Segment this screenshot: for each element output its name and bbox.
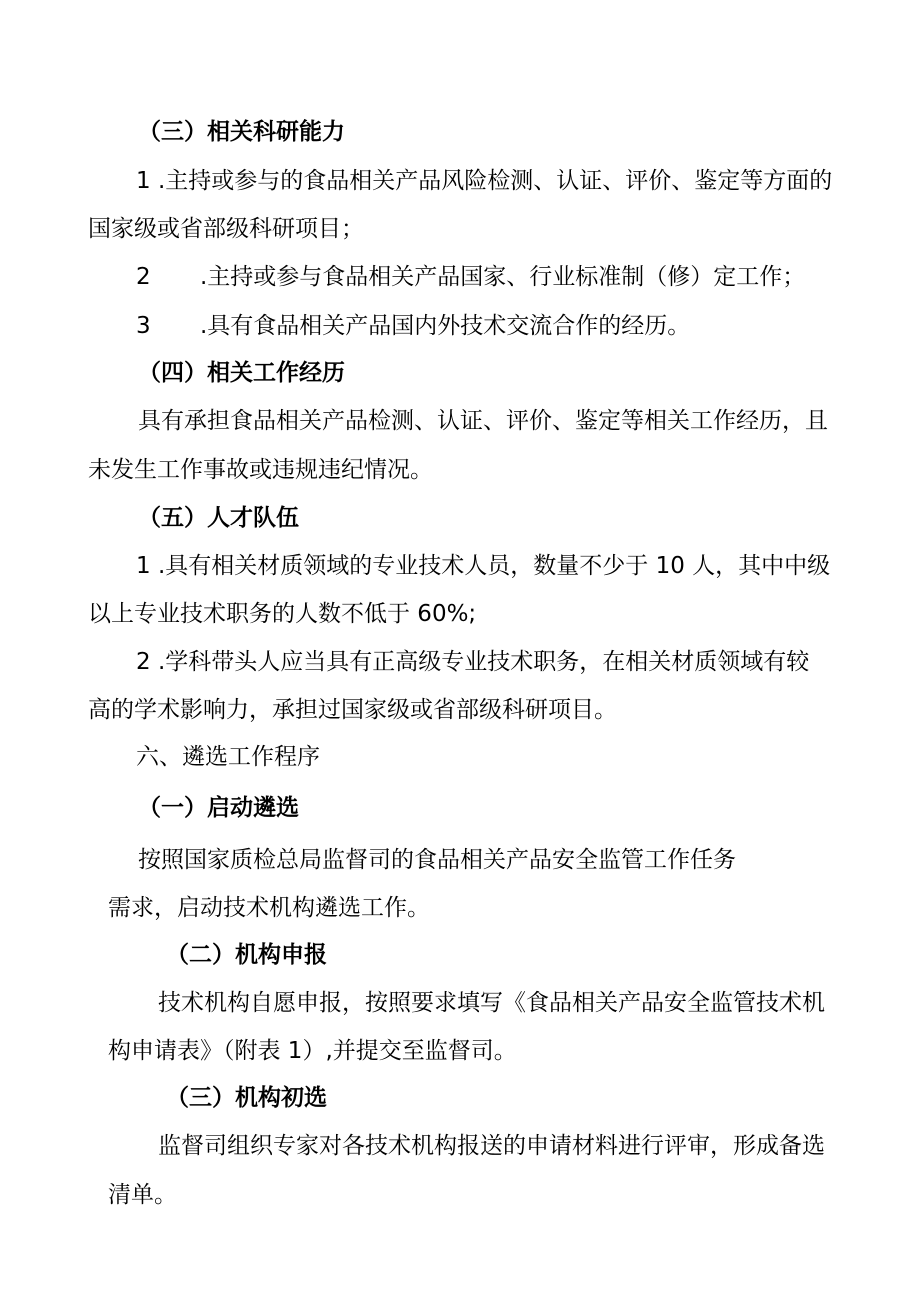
paragraph-line: 2 .学科带头人应当具有正高级专业技术职务，在相关材质领域有较 <box>136 649 810 675</box>
paragraph-line: 监督司组织专家对各技术机构报送的申请材料进行评审，形成备选 <box>158 1133 825 1159</box>
section-heading-research: （三）相关科研能力 <box>138 119 345 145</box>
paragraph-line: 国家级或省部级科研项目； <box>88 216 364 242</box>
paragraph-line: 构申请表》（附表 1）,并提交至监督司。 <box>108 1038 517 1064</box>
subsection-heading-launch: （一）启动遴选 <box>138 795 299 821</box>
paragraph-line: 以上专业技术职务的人数不低于 60%; <box>88 601 477 627</box>
section-heading-experience: （四）相关工作经历 <box>138 360 345 386</box>
paragraph-line: 按照国家质检总局监督司的食品相关产品安全监管工作任务 <box>138 847 736 873</box>
paragraph-line: 具有承担食品相关产品检测、认证、评价、鉴定等相关工作经历，且 <box>138 408 828 434</box>
list-number: 3 <box>136 313 151 339</box>
paragraph-line: .主持或参与食品相关产品国家、行业标准制（修）定工作； <box>200 264 806 290</box>
paragraph-line: 需求，启动技术机构遴选工作。 <box>108 895 430 921</box>
paragraph-line: 清单。 <box>108 1182 177 1208</box>
paragraph-line: 高的学术影响力，承担过国家级或省部级科研项目。 <box>88 697 617 723</box>
paragraph-line: 1 .主持或参与的食品相关产品风险检测、认证、评价、鉴定等方面的 <box>136 168 833 194</box>
list-number: 2 <box>136 264 151 290</box>
paragraph-line: 技术机构自愿申报，按照要求填写《食品相关产品安全监管技术机 <box>158 990 825 1016</box>
subsection-heading-screening: （三）机构初选 <box>166 1085 327 1111</box>
section-heading-talent: （五）人才队伍 <box>138 505 299 531</box>
chapter-heading: 六、遴选工作程序 <box>136 744 320 770</box>
paragraph-line: 1 .具有相关材质领域的专业技术人员，数量不少于 10 人，其中中级 <box>136 553 831 579</box>
subsection-heading-apply: （二）机构申报 <box>166 942 327 968</box>
paragraph-line: 未发生工作事故或违规违纪情况。 <box>88 457 433 483</box>
paragraph-line: .具有食品相关产品国内外技术交流合作的经历。 <box>200 313 691 339</box>
